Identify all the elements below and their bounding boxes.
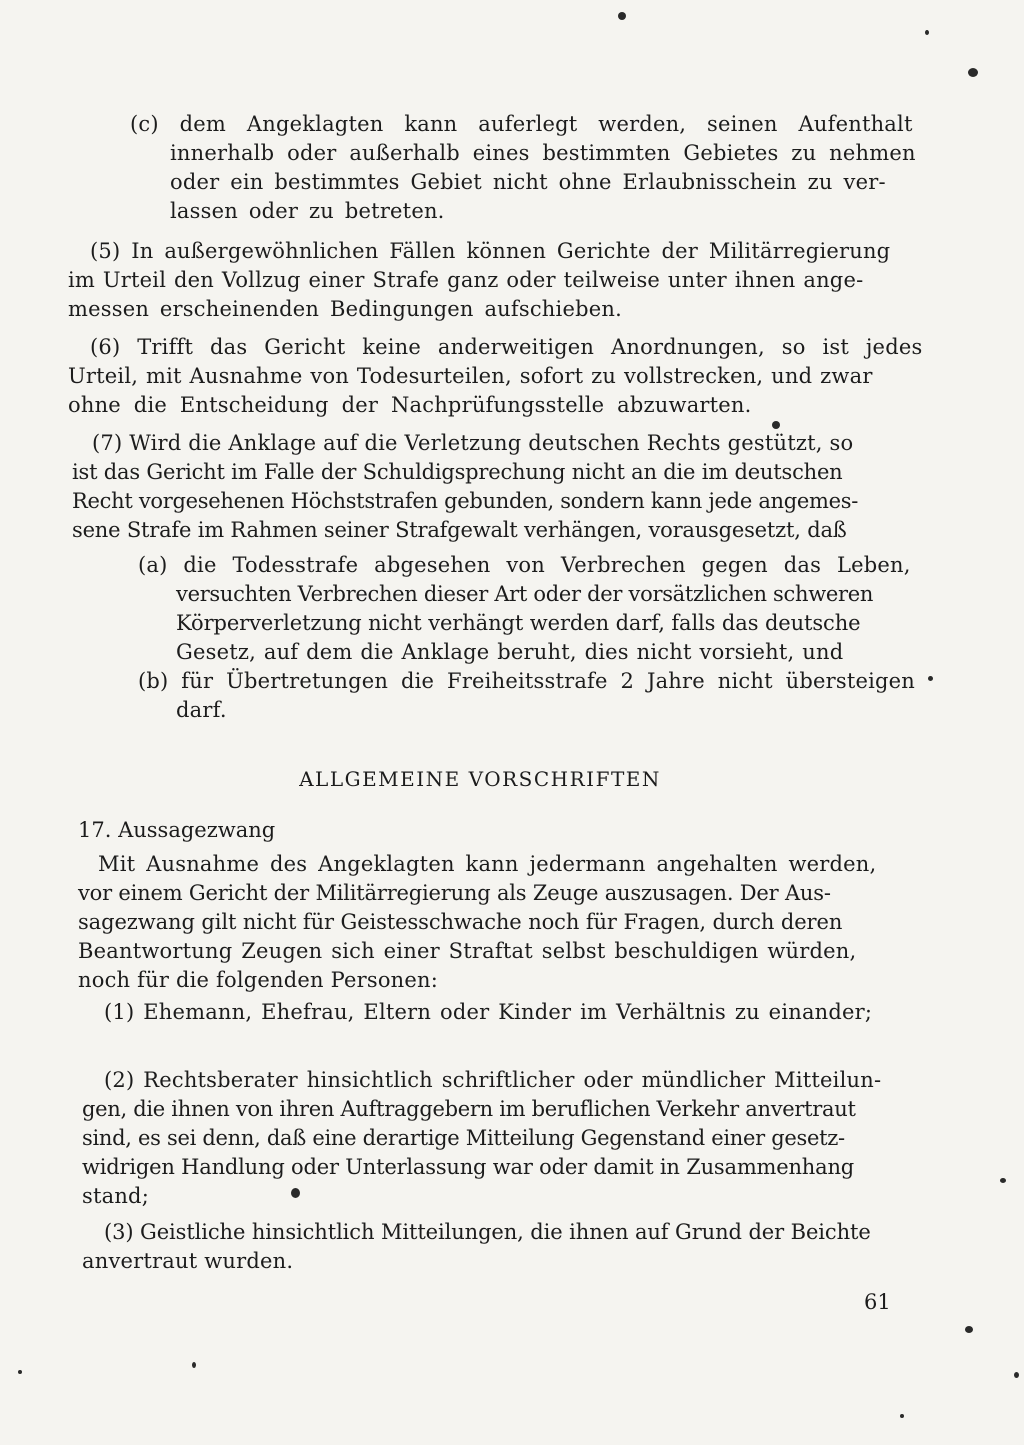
- text-line: im Urteil den Vollzug einer Strafe ganz oder teilweise unter ihnen ange-: [68, 268, 864, 292]
- text-line: Recht vorgesehenen Höchststrafen gebunden, sondern kann jede angemes-: [72, 489, 859, 513]
- scan-speck: [772, 421, 780, 429]
- scan-speck: [925, 30, 929, 35]
- text-line: lassen oder zu betreten.: [170, 199, 445, 223]
- text-line: (2) Rechtsberater hinsichtlich schriftlicher oder mündlicher Mitteilun-: [104, 1068, 882, 1092]
- paragraph-17-2: [82, 1066, 892, 1211]
- text-line: anvertraut wurden.: [82, 1249, 294, 1273]
- text-line: ist das Gericht im Falle der Schuldigsprechung nicht an die im deutschen: [72, 460, 843, 484]
- paragraph-17-3: [82, 1218, 897, 1276]
- text-line: Beantwortung Zeugen sich einer Straftat selbst beschuldigen würden,: [78, 939, 857, 963]
- text-line: darf.: [176, 698, 227, 722]
- text-line: widrigen Handlung oder Unterlassung war oder damit in Zusammenhang: [82, 1155, 855, 1179]
- text-line: Körperverletzung nicht verhängt werden darf, falls das deutsche: [176, 611, 861, 635]
- scan-speck: [965, 1326, 973, 1333]
- text-line: (5) In außergewöhnlichen Fällen können Gerichte der Militärregierung: [90, 239, 891, 263]
- scan-speck: [1000, 1178, 1006, 1183]
- paragraph-7a: [138, 551, 911, 667]
- paragraph-17-1: [104, 998, 894, 1027]
- text-line: ohne die Entscheidung der Nachprüfungsstelle abzuwarten.: [68, 393, 752, 417]
- text-line: sagezwang gilt nicht für Geistesschwache noch für Fragen, durch deren: [78, 910, 843, 934]
- text-line: (3) Geistliche hinsichtlich Mitteilungen, die ihnen auf Grund der Beichte: [104, 1220, 871, 1244]
- text-line: oder ein bestimmtes Gebiet nicht ohne Erlaubnisschein zu ver-: [170, 170, 886, 194]
- text-line: (b) für Übertretungen die Freiheitsstrafe 2 Jahre nicht übersteigen: [138, 669, 916, 693]
- paragraph-c: [130, 110, 916, 226]
- text-line: (a) die Todesstrafe abgesehen von Verbrechen gegen das Leben,: [138, 553, 911, 577]
- paragraph-17-intro: [78, 850, 893, 995]
- text-line: Urteil, mit Ausnahme von Todesurteilen, sofort zu vollstrecken, und zwar: [68, 364, 873, 388]
- text-line: sene Strafe im Rahmen seiner Strafgewalt verhängen, vorausgesetzt, daß: [72, 518, 847, 542]
- paragraph-6: [68, 333, 923, 420]
- section-heading: ALLGEMEINE VORSCHRIFTEN: [299, 767, 661, 791]
- scan-speck: [928, 676, 933, 681]
- text-line: (6) Trifft das Gericht keine anderweitigen Anordnungen, so ist jedes: [90, 335, 923, 359]
- text-line: innerhalb oder außerhalb eines bestimmten Gebietes zu nehmen: [170, 141, 916, 165]
- text-line: messen erscheinenden Bedingungen aufschieben.: [68, 297, 622, 321]
- scan-speck: [968, 68, 978, 77]
- paragraph-7b: [138, 667, 916, 725]
- text-line: sind, es sei denn, daß eine derartige Mitteilung Gegenstand einer gesetz-: [82, 1126, 845, 1150]
- text-line: (7) Wird die Anklage auf die Verletzung deutschen Rechts gestützt, so: [92, 431, 854, 455]
- text-line: Mit Ausnahme des Angeklagten kann jedermann angehalten werden,: [98, 852, 877, 876]
- scan-speck: [291, 1188, 300, 1198]
- scan-speck: [192, 1362, 196, 1368]
- text-line: (c) dem Angeklagten kann auferlegt werden, seinen Aufenthalt: [130, 112, 913, 136]
- text-line: vor einem Gericht der Militärregierung als Zeuge auszusagen. Der Aus-: [78, 881, 831, 905]
- paragraph-5: [68, 237, 891, 324]
- page-number: 61: [864, 1290, 891, 1314]
- scan-speck: [618, 12, 626, 20]
- text-line: gen, die ihnen von ihren Auftraggebern im beruflichen Verkehr anvertraut: [82, 1097, 856, 1121]
- text-line: versuchten Verbrechen dieser Art oder der vorsätzlichen schweren: [176, 582, 874, 606]
- text-line: (1) Ehemann, Ehefrau, Eltern oder Kinder im Verhältnis zu einander;: [104, 1000, 873, 1024]
- article-title: 17. Aussagezwang: [78, 818, 276, 842]
- scan-speck: [18, 1370, 22, 1374]
- scan-speck: [1014, 1372, 1019, 1378]
- scan-speck: [900, 1414, 904, 1418]
- text-line: stand;: [82, 1184, 149, 1208]
- text-line: Gesetz, auf dem die Anklage beruht, dies nicht vorsieht, und: [176, 640, 844, 664]
- text-line: noch für die folgenden Personen:: [78, 968, 439, 992]
- paragraph-7: [72, 429, 892, 545]
